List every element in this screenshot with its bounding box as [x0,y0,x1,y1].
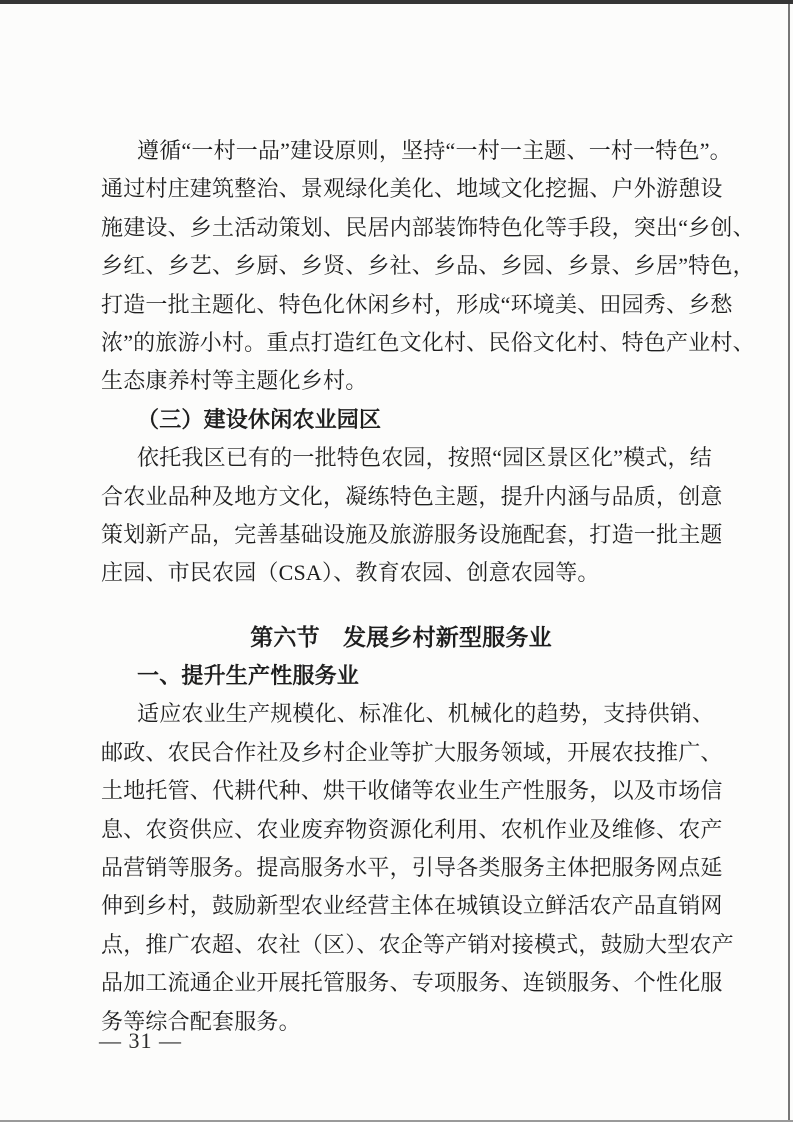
text-line: 土地托管、代耕代种、烘干收储等农业生产性服务，以及市场信 [101,778,723,804]
text-line: 施建设、乡土活动策划、民居内部装饰特色化等手段，突出“乡创、 [101,214,755,240]
text-line: 策划新产品，完善基础设施及旅游服务设施配套，打造一批主题 [101,521,723,547]
text-line: 依托我区已有的一批特色农园，按照“园区景区化”模式，结 [137,445,712,471]
text-line: 点，推广农超、农社（区）、农企等产销对接模式，鼓励大型农产 [101,931,734,957]
text-line: 品加工流通企业开展托管服务、专项服务、连锁服务、个性化服 [101,970,723,996]
text-line: 一、提升生产性服务业 [137,663,360,689]
text-line: 通过村庄建筑整治、景观绿化美化、地域文化挖掘、户外游憩设 [101,176,723,202]
text-line: 息、农资供应、农业废弃物资源化利用、农机作业及维修、农产 [101,816,723,842]
scan-top-edge-artifact [0,0,793,4]
text-line: 邮政、农民合作社及乡村企业等扩大服务领域，开展农技推广、 [101,739,723,765]
text-line: 第六节 发展乡村新型服务业 [250,624,552,650]
text-line: 伸到乡村，鼓励新型农业经营主体在城镇设立鲜活农产品直销网 [101,893,723,919]
subsection-heading-three [101,401,701,439]
text-line: 生态康养村等主题化乡村。 [101,368,368,394]
paragraph-village-brand [101,132,755,401]
text-line: 乡红、乡艺、乡厨、乡贤、乡社、乡品、乡园、乡景、乡居”特色， [101,253,755,279]
text-line: （三）建设休闲农业园区 [137,406,382,432]
text-line: 品营销等服务。提高服务水平，引导各类服务主体把服务网点延 [101,855,723,881]
paragraph-leisure-agriculture-parks [101,439,723,593]
sub-heading-one [101,657,701,695]
text-line: 浓”的旅游小村。重点打造红色文化村、民俗文化村、特色产业村、 [101,329,755,355]
page-number: — 31 — [99,1028,182,1053]
text-line: 合农业品种及地方文化，凝练特色主题，提升内涵与品质，创意 [101,483,723,509]
text-line: 遵循“一村一品”建设原则，坚持“一村一主题、一村一特色”。 [137,138,732,163]
paragraph-productive-services [101,695,734,1041]
section-title-six [101,619,701,657]
text-line: 务等综合配套服务。 [101,1008,301,1034]
text-line: 庄园、市民农园（CSA）、教育农园、创意农园等。 [101,560,600,586]
text-line: 适应农业生产规模化、标准化、机械化的趋势，支持供销、 [137,701,715,727]
text-block [101,132,755,1041]
text-line: 打造一批主题化、特色化休闲乡村，形成“环境美、田园秀、乡愁 [101,291,733,317]
scan-right-edge-artifact [788,4,790,1122]
